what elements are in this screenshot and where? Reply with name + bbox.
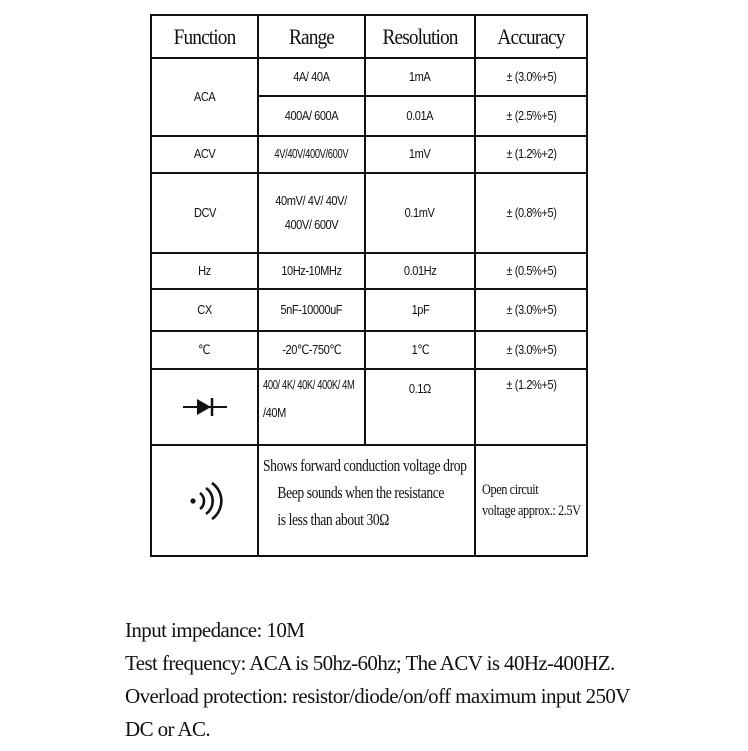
cell-function-dcv [151,173,258,253]
header-function: Function [157,15,251,58]
table-row-dcv [151,173,587,253]
notes-section [125,614,725,746]
header-accuracy: Accuracy [482,15,581,58]
continuity-desc-line3: is less than about 30Ω [277,510,390,530]
accuracy-temperature: ± (3.0%+5) [505,341,557,357]
accuracy-acv: ± (1.2%+2) [505,146,557,162]
resolution-dcv: 0.1mV [405,204,435,220]
accuracy-hz: ± (0.5%+5) [505,262,557,278]
range-aca-1: 4A/ 40A [293,68,330,84]
cell-resolution-aca-1 [365,58,475,96]
function-cx-label: CX [197,301,212,317]
function-temperature-label: ℃ [198,341,211,357]
cell-range-aca-1 [258,58,365,96]
cell-resolution-dcv [365,173,475,253]
cell-accuracy-aca-1 [475,58,587,96]
header-resolution: Resolution [372,15,469,58]
range-cx: 5nF-10000uF [280,301,343,317]
table-row-temperature [151,331,587,369]
resolution-cx: 1pF [411,301,429,317]
range-dcv-line2: 400V/ 600V [284,217,339,232]
continuity-desc-line1: Shows forward conduction voltage drop [263,456,467,475]
cell-continuity-description [258,445,475,556]
cell-continuity-note [475,445,587,556]
spec-table [150,14,588,557]
range-resistance-line1: 400/ 4K/ 40K/ 400K/ 4M [263,377,355,392]
cell-accuracy-aca-2 [475,96,587,136]
cell-function-continuity [151,445,258,556]
continuity-note-line2: voltage approx.: 2.5V [482,502,581,519]
cell-range-acv [258,136,365,173]
cell-accuracy-resistance [475,369,587,445]
table-row-cx [151,289,587,331]
accuracy-aca-1: ± (3.0%+5) [505,68,557,84]
range-dcv-line1: 40mV/ 4V/ 40V/ [275,192,348,208]
cell-resolution-cx [365,289,475,331]
resolution-aca-1: 1mA [409,68,431,84]
header-range: Range [264,15,358,58]
resolution-acv: 1mV [409,146,431,162]
cell-accuracy-acv [475,136,587,173]
cell-range-hz [258,253,365,289]
cell-function-aca [151,58,258,136]
note-overload-line2: DC or AC. [125,717,211,741]
resolution-temperature: 1℃ [411,341,429,357]
continuity-desc-line2: Beep sounds when the resistance [277,483,445,503]
function-aca-label: ACA [193,88,216,104]
table-row-continuity [151,445,587,556]
range-temperature: -20℃-750℃ [281,341,342,357]
resolution-aca-2: 0.01A [406,107,434,123]
cell-function-cx [151,289,258,331]
note-overload-line1: Overload protection: resistor/diode/on/off maximum input 250V [125,684,630,708]
cell-resolution-hz [365,253,475,289]
cell-resolution-aca-2 [365,96,475,136]
continuity-note-line1: Open circuit [482,481,539,498]
table-row-resistance [151,369,587,445]
table-row-aca-1 [151,58,587,96]
accuracy-dcv: ± (0.8%+5) [505,204,557,220]
cell-function-hz [151,253,258,289]
cell-range-dcv [258,173,365,253]
range-hz: 10Hz-10MHz [281,262,342,278]
cell-function-acv [151,136,258,173]
accuracy-aca-2: ± (2.5%+5) [505,107,557,123]
resolution-hz: 0.01Hz [403,262,437,278]
cell-function-resistance [151,369,258,445]
function-dcv-label: DCV [193,204,216,220]
cell-range-aca-2 [258,96,365,136]
function-acv-label: ACV [193,146,216,162]
note-input-impedance: Input impedance: 10M [125,618,305,642]
resolution-resistance: 0.1Ω [409,381,431,396]
cell-accuracy-temperature [475,331,587,369]
diode-icon [181,395,229,419]
range-acv: 4V/40V/400V/600V [274,146,349,162]
table-row-hz [151,253,587,289]
table-header-row [151,15,587,58]
speaker-sound-icon [185,479,225,523]
function-hz-label: Hz [198,262,211,278]
cell-range-resistance [258,369,365,445]
accuracy-resistance: ± (1.2%+5) [505,377,557,392]
table-row-acv [151,136,587,173]
note-test-frequency: Test frequency: ACA is 50hz-60hz; The ACV is 40Hz-400HZ. [125,651,615,675]
cell-range-temperature [258,331,365,369]
cell-resolution-acv [365,136,475,173]
cell-function-temperature [151,331,258,369]
accuracy-cx: ± (3.0%+5) [505,301,557,317]
cell-resolution-temperature [365,331,475,369]
range-resistance-line2: /40M [263,405,286,421]
cell-accuracy-dcv [475,173,587,253]
cell-resolution-resistance [365,369,475,445]
cell-accuracy-cx [475,289,587,331]
cell-range-cx [258,289,365,331]
range-aca-2: 400A/ 600A [284,107,339,123]
cell-accuracy-hz [475,253,587,289]
